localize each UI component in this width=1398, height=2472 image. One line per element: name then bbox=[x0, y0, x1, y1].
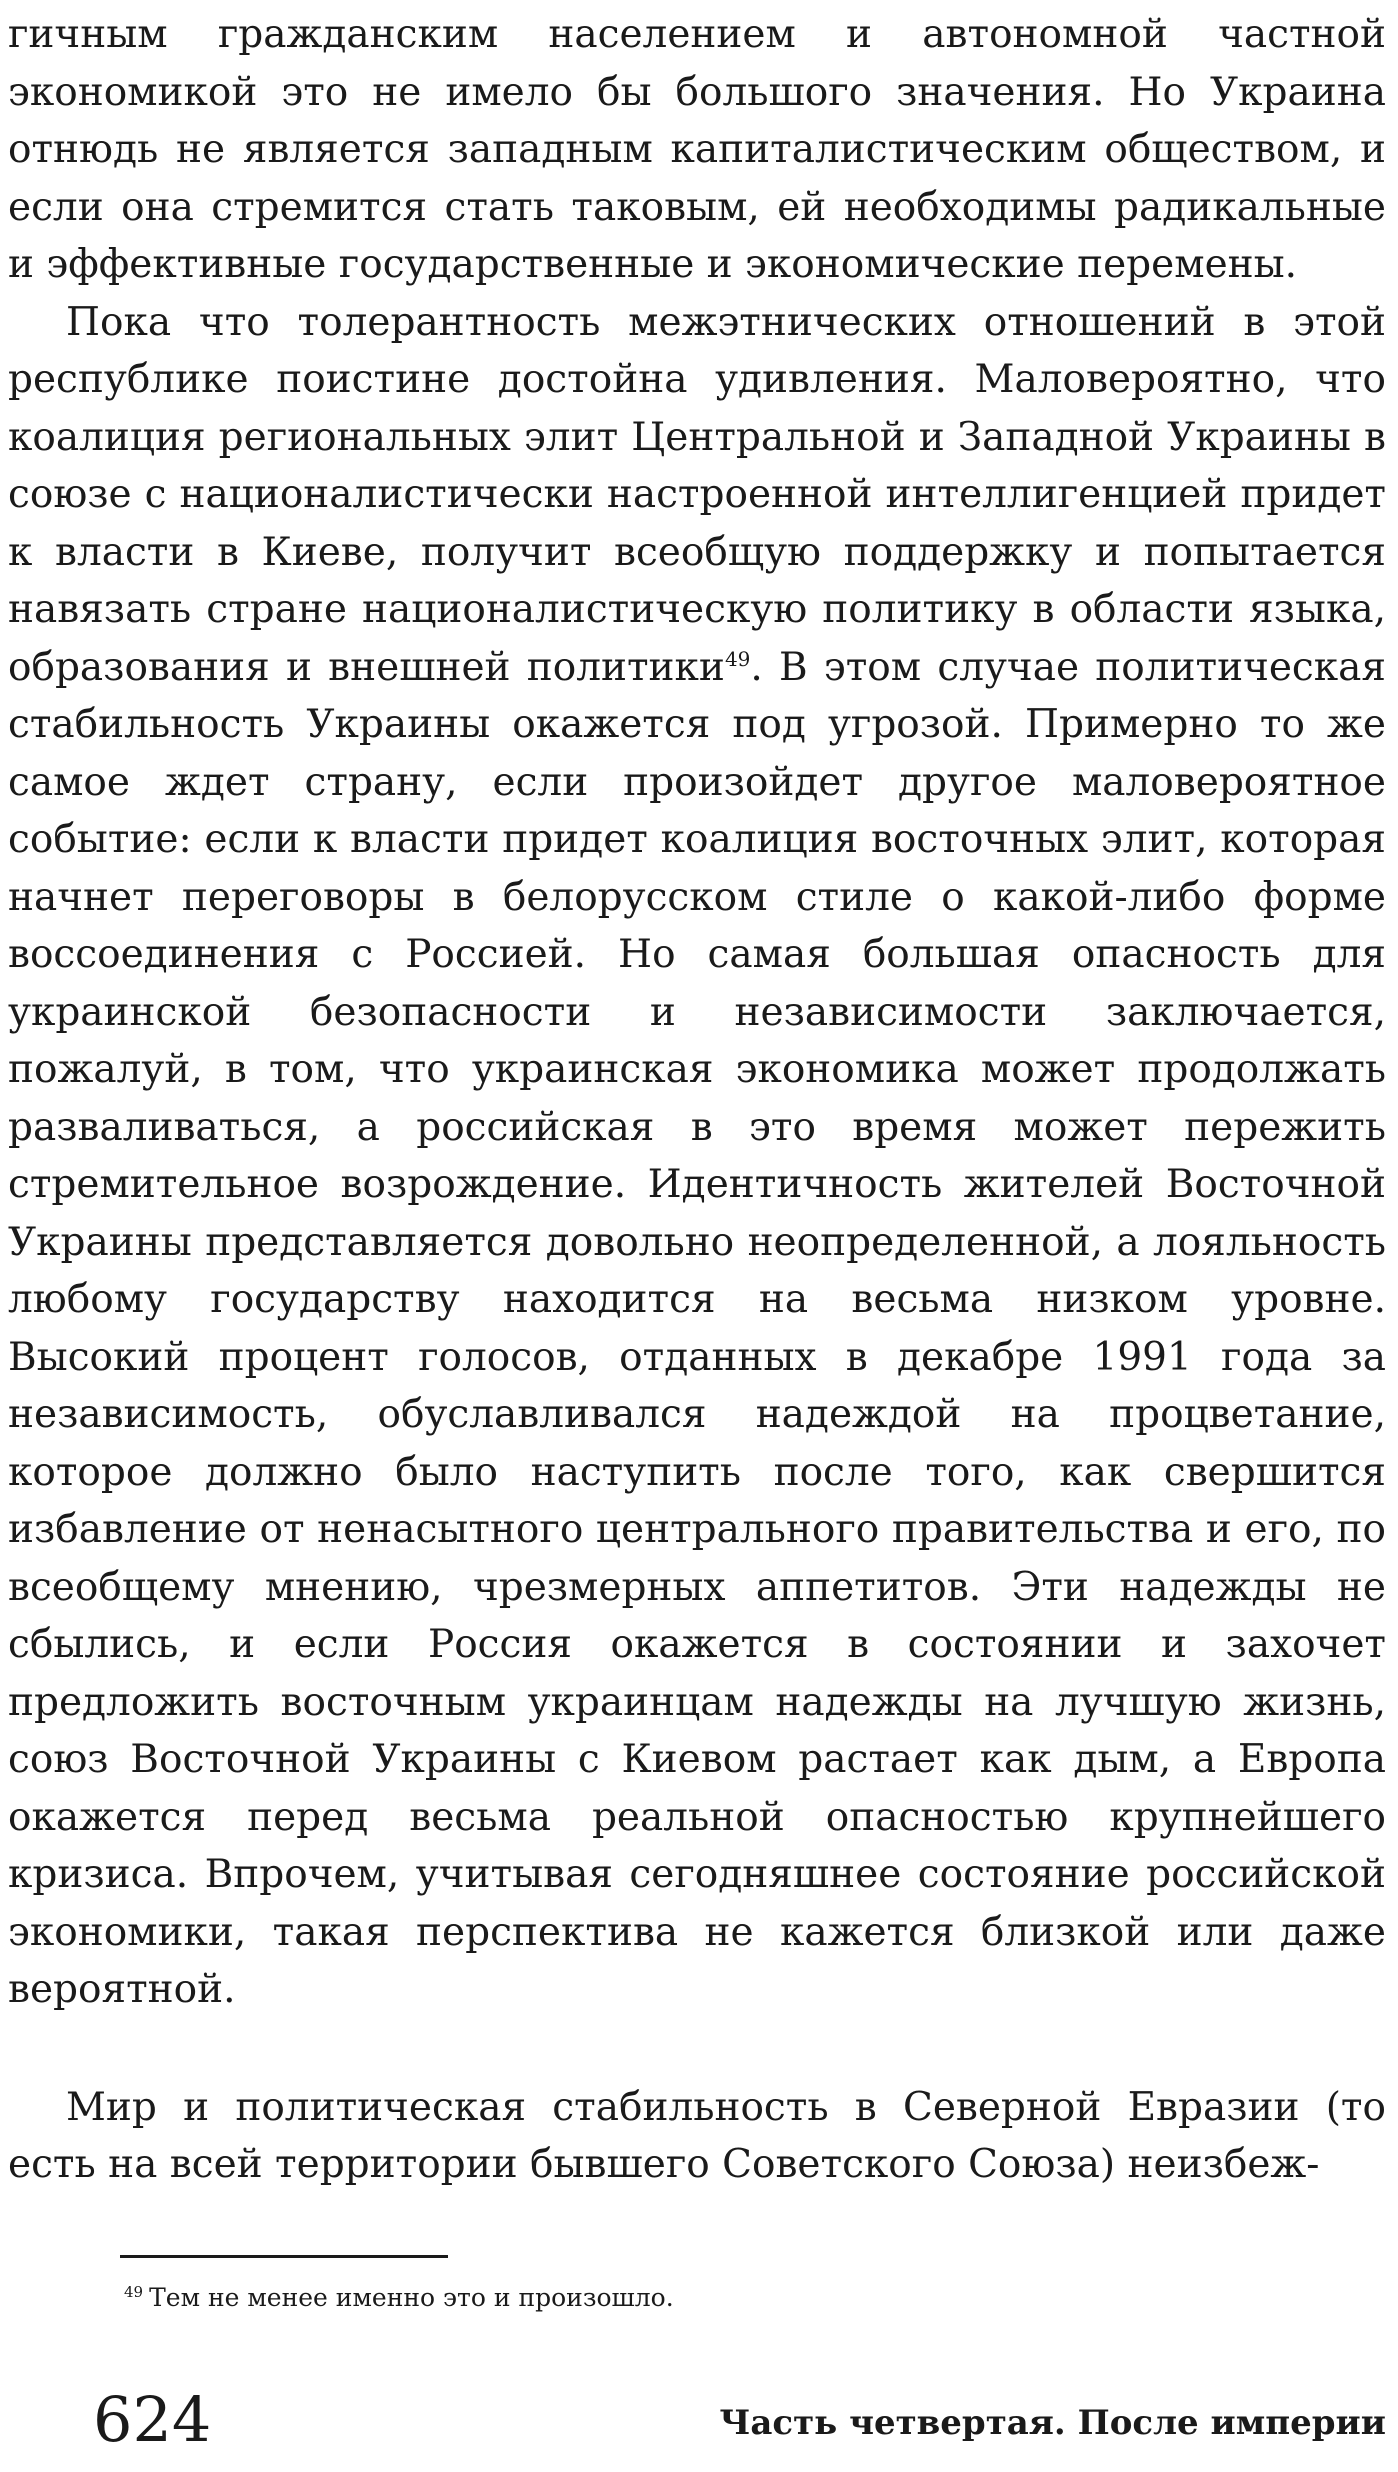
running-head: Часть четвертая. После империи bbox=[719, 2403, 1386, 2443]
paragraph-ukraine-stability bbox=[8, 294, 1386, 2019]
footnote-reference[interactable]: 49 bbox=[724, 646, 751, 671]
paragraph-continued: гичным гражданским населением и автономной частной экономикой это не имело бы большого значения. Но Украина отнюдь не является западным капиталистическим обществом, и если она стремится стать таковым, ей необходимы радикальные и эффективные государственные и экономические перемены. bbox=[8, 12, 1386, 287]
paragraph-text-after-ref: . В этом случае политическая стабильность Украины окажется под угрозой. Примерно то же самое ждет страну, если произойдет другое маловероятное событие: если к власти придет коалиция восточных элит, которая начнет переговоры в белорусском стиле о какой-либо форме воссоединения с Россией. Но самая большая опасность для украинской безопасности и независимости заключается, пожалуй, в том, что украинская экономика может продолжать разваливаться, а российская в это время может пережить стремительное возрождение. Идентичность жителей Восточной Украины представляется довольно неопределенной, а лояльность любому государству находится на весьма низком уровне. Высокий процент голосов, отданных в декабре 1991 года за независимость, обуславливался надеждой на процветание, которое должно было наступить после того, как свершится избавление от ненасытного центрального правительства и его, по всеобщему мнению, чрезмерных аппетитов. Эти надежды не сбылись, и если Россия окажется в состоянии и захочет предложить восточным украинцам надежды на лучшую жизнь, союз Восточной Украины с Киевом растает как дым, а Европа окажется перед весьма реальной опасностью крупнейшего кризиса. Впрочем, учитывая сегодняшнее состояние российской экономики, такая перспектива не кажется близкой или даже вероятной. bbox=[8, 644, 1386, 2012]
page-number: 624 bbox=[93, 2383, 212, 2456]
paragraph-north-eurasia: Мир и политическая стабильность в Северной Евразии (то есть на всей территории бывшего Советского Союза) неизбеж- bbox=[8, 2084, 1386, 2187]
body-text bbox=[8, 6, 1386, 2194]
footnote-text: Тем не менее именно это и произошло. bbox=[149, 2283, 674, 2312]
footnote-number: 49 bbox=[124, 2282, 144, 2301]
page-footer bbox=[0, 2380, 1398, 2470]
footnote-separator bbox=[120, 2255, 448, 2258]
footnote bbox=[124, 2280, 1324, 2316]
paragraph-text-before-ref: Пока что толерантность межэтнических отношений в этой республике поистине достойна удивления. Маловероятно, что коалиция региональных элит Центральной и Западной Украины в союзе с националистически настроенной интеллигенцией придет к власти в Киеве, получит всеобщую поддержку и попытается навязать стране националистическую политику в области языка, образования и внешней политики bbox=[8, 299, 1386, 690]
